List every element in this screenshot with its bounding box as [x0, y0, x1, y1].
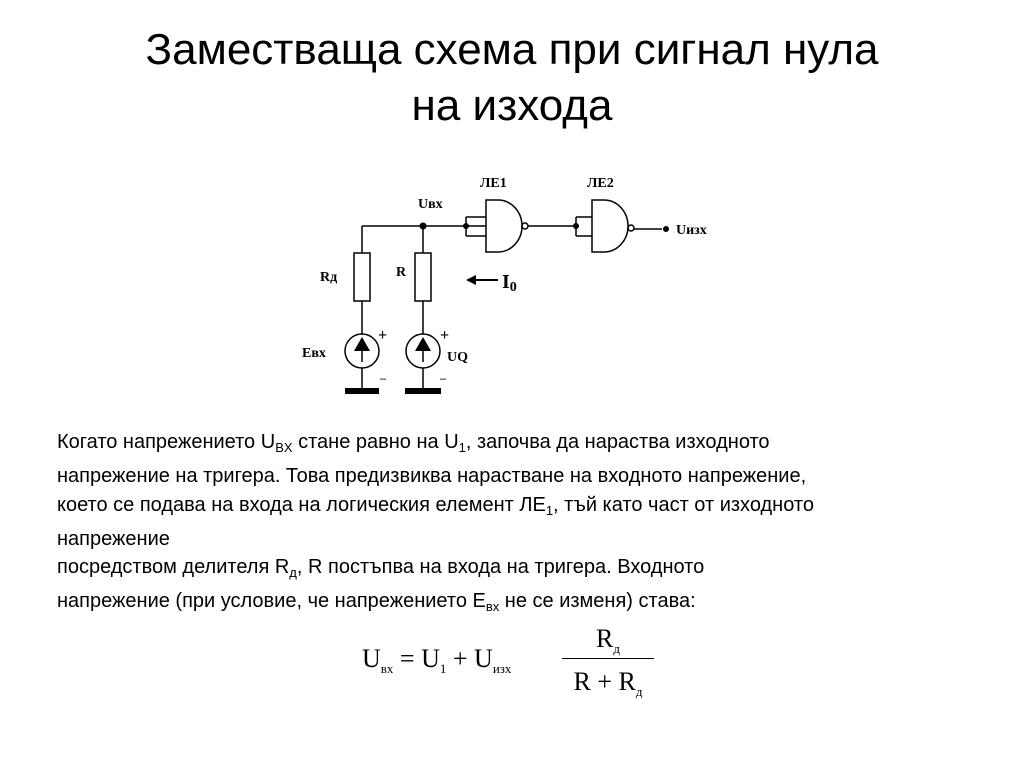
resistor-rd: [354, 253, 370, 301]
label-le2: ЛЕ2: [587, 176, 614, 191]
junction-node: [420, 223, 427, 230]
gate2-inverter-bubble: [628, 225, 634, 231]
gate2-input-node: [573, 223, 579, 229]
label-u-out: Uизх: [676, 223, 707, 238]
i0-arrow-head: [466, 275, 476, 285]
resistor-r: [415, 253, 431, 301]
text-line-1: Когато напрежението $U_{BX}$ стане равно на $U_1$, започва да нараства изходното: [57, 431, 770, 455]
label-minus-e: –: [380, 371, 386, 385]
circuit-diagram: [290, 168, 740, 408]
label-uq: UQ: [447, 350, 468, 365]
text-line-2: напрежение на тригера. Това предизвиква нарастване на входното напрежение,: [57, 465, 807, 488]
e-in-arrow-head: [354, 337, 370, 351]
gate1-input-node: [463, 223, 469, 229]
text-line-4: напрежение: [57, 527, 170, 550]
label-plus-e: +: [378, 327, 388, 344]
text-line-5: посредством делителя $R_д$, R постъпва на входа на тригера. Входното: [57, 556, 705, 581]
label-plus-uq: +: [440, 327, 450, 344]
label-i0: [502, 271, 517, 295]
explanation-paragraph: [57, 428, 997, 622]
label-i0-sub: 0: [509, 280, 517, 295]
uq-arrow-head: [415, 337, 431, 351]
text-line-3: което се подава на входа на логическия елемент $ЛЕ_1$, тъй като част от изходното: [57, 493, 814, 518]
gate1-inverter-bubble: [522, 223, 528, 229]
text-line-6: напрежение (при условие, че напрежението $E_{вх}$ не се изменя) става:: [57, 590, 696, 615]
output-terminal: [663, 226, 669, 232]
ground-e-in: [345, 388, 379, 394]
label-le1: ЛЕ1: [480, 176, 507, 191]
label-e-in: Eвх: [302, 346, 326, 361]
title-line-2: на изхода: [411, 81, 613, 130]
fraction-denominator: $R + R_д$: [573, 667, 643, 699]
label-r: R: [396, 265, 407, 280]
title-line-1: Заместваща схема при сигнал нула: [145, 25, 879, 74]
ground-uq: [405, 388, 441, 394]
formula-fraction: [562, 620, 654, 699]
formula-lhs: $U_{вх} = U_1 + U_{изх}$: [362, 644, 512, 676]
label-minus-uq: –: [440, 371, 446, 385]
label-r-d: Rд: [320, 270, 338, 285]
label-i0-letter: I: [502, 271, 510, 293]
label-u-in: Uвх: [418, 197, 443, 212]
gate-le1: [486, 200, 522, 252]
page-title: [0, 22, 1024, 134]
fraction-numerator: $R_д$: [596, 624, 620, 656]
gate-le2: [592, 200, 628, 252]
